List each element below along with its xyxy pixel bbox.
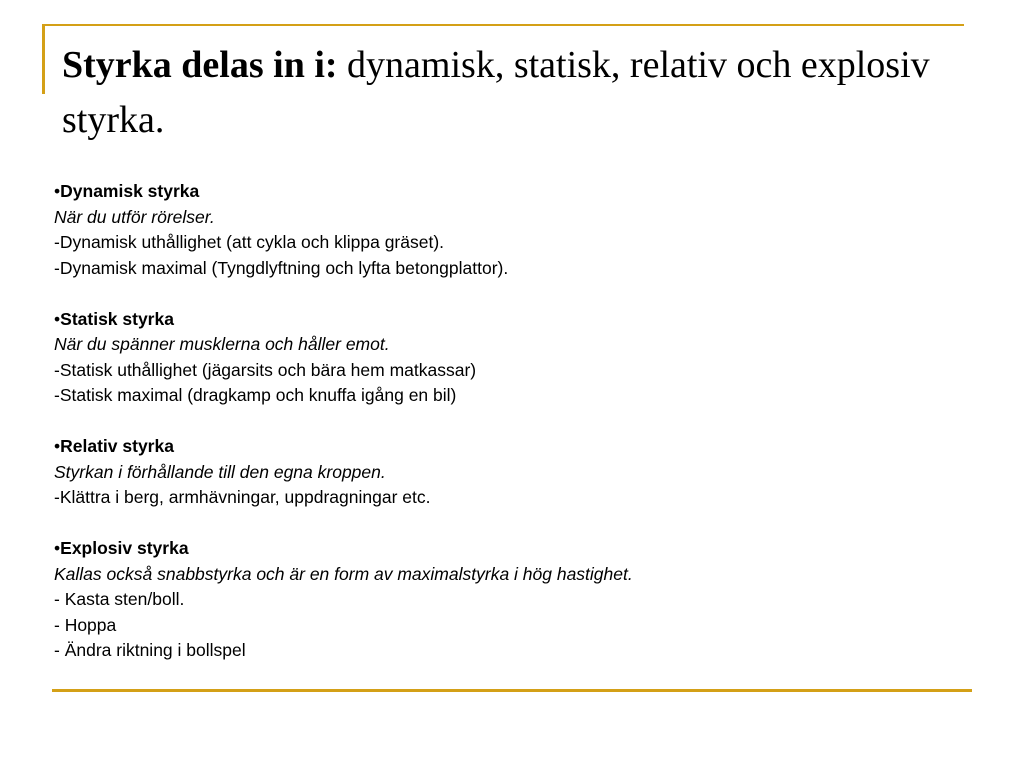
- section-item: - Kasta sten/boll.: [54, 589, 185, 609]
- section-item: - Hoppa: [54, 614, 117, 635]
- section-description: När du spänner musklerna och håller emot.: [54, 334, 390, 354]
- slide-title-rest: dynamisk, statisk, relativ och explosiv styrka.: [62, 44, 930, 141]
- bullet: •: [54, 436, 61, 456]
- section-heading: Dynamisk styrka: [60, 181, 200, 201]
- section-heading-line: [54, 434, 954, 460]
- section-heading: Statisk styrka: [60, 308, 174, 329]
- section-description: När du utför rörelser.: [54, 206, 215, 227]
- slide-title: [62, 38, 962, 148]
- section-heading-line: [54, 307, 954, 333]
- slide-content: [54, 179, 954, 664]
- section-heading-line: [54, 536, 954, 562]
- bullet: •: [54, 308, 61, 329]
- section-item: - Ändra riktning i bollspel: [54, 640, 246, 660]
- bullet: •: [54, 538, 61, 558]
- section-item: -Statisk maximal (dragkamp och knuffa igång en bil): [54, 385, 457, 405]
- section-dynamisk: [54, 179, 954, 281]
- section-item: -Statisk uthållighet (jägarsits och bära hem matkassar): [54, 359, 477, 380]
- bullet: •: [54, 181, 61, 201]
- slide-title-bold: Styrka delas in i:: [62, 44, 338, 86]
- section-item: -Klättra i berg, armhävningar, uppdragningar etc.: [54, 487, 431, 507]
- section-explosiv: [54, 536, 954, 664]
- left-accent-line: [42, 24, 45, 94]
- section-item: -Dynamisk uthållighet (att cykla och klippa gräset).: [54, 232, 445, 252]
- section-heading-line: [54, 179, 954, 205]
- section-statisk: [54, 307, 954, 409]
- section-heading: Explosiv styrka: [60, 538, 189, 558]
- section-relativ: [54, 434, 954, 511]
- bottom-accent-line: [52, 689, 972, 692]
- top-accent-line: [42, 24, 964, 26]
- section-item: -Dynamisk maximal (Tyngdlyftning och lyfta betongplattor).: [54, 257, 509, 278]
- section-description: Kallas också snabbstyrka och är en form av maximalstyrka i hög hastighet.: [54, 563, 633, 584]
- section-description: Styrkan i förhållande till den egna kroppen.: [54, 461, 386, 482]
- section-heading: Relativ styrka: [60, 436, 174, 456]
